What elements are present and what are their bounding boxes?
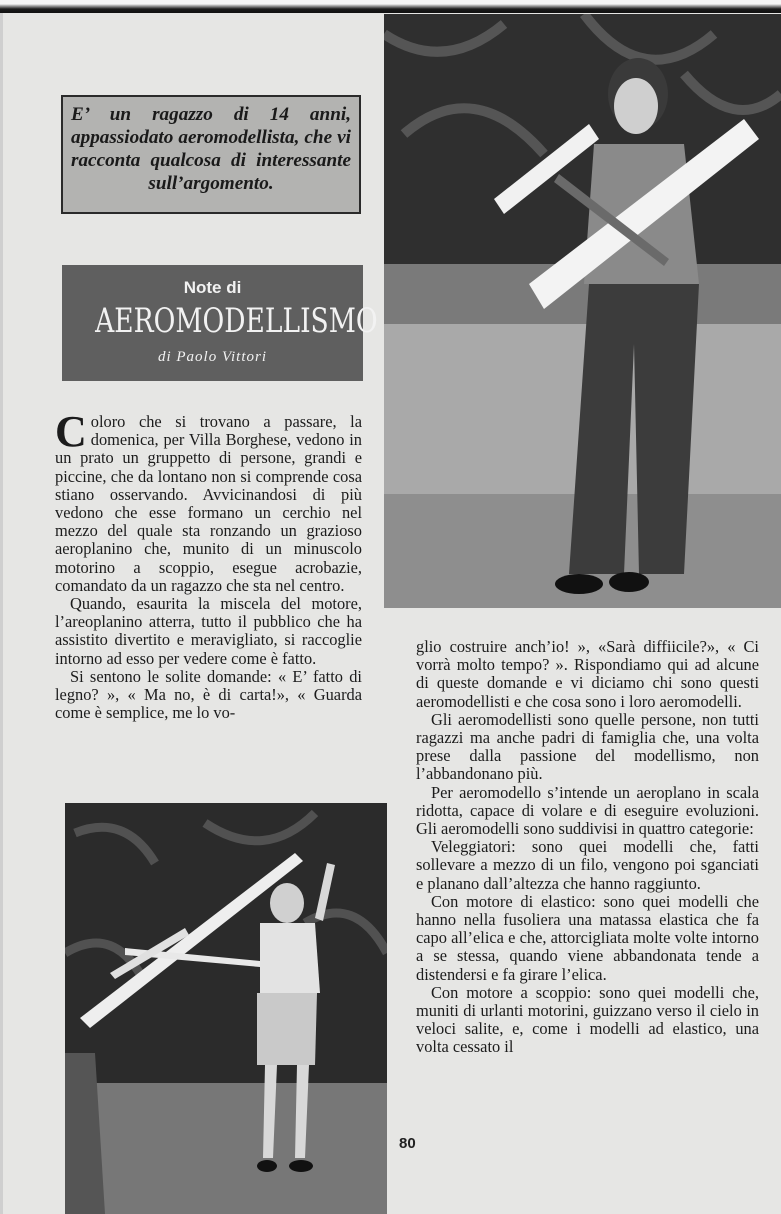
article-paragraph: glio costruire anch’io! », «Sarà diffiicile?», « Ci vorrà molto tempo? ». Rispondiamo qui ad alcune di queste domande e vi diciamo chi sono questi aeromodellisti e che cosa sono i loro aeromodelli. — [416, 637, 759, 711]
page-left-edge — [0, 13, 3, 1214]
article-paragraph: Per aeromodello s’intende un aeroplano in scala ridotta, capace di volare e di eseguire evoluzioni. Gli aeromodelli sono suddivisi in quattro categorie: — [416, 782, 759, 839]
article-column-1 — [55, 407, 362, 723]
article-paragraph: Con motore di elastico: sono quei modelli che hanno nella fusoliera una matassa elastica che fa capo all’elica e che, attorcigliata molte volte intorno a se stessa, quando viene abbandonata tende a distendersi e fa girare l’elica. — [416, 891, 759, 984]
paragraph-text: oloro che si trovano a passare, la domenica, per Villa Borghese, vedono in un prato un gruppetto di persone, grandi e piccine, che da lontano non si comprende cosa stiano osservando. Avvicinandosi di più vedono che esse formano un cerchio nel mezzo del quale sta ronzando un grazioso aeroplanino che, munito di un minuscolo motorino a scoppio, esegue acrobazie, comandato da un ragazzo che sta nel centro. — [55, 412, 362, 595]
article-column-2 — [416, 638, 759, 1057]
photo-boy-with-model-plane — [65, 803, 387, 1214]
page-number: 80 — [399, 1135, 416, 1152]
article-paragraph: Quando, esaurita la miscela del motore, l’areoplanino atterra, tutto il pubblico che ha assistito divertito e meravigliato, si raccoglie intorno ad esso per vedere come è fatto. — [55, 594, 362, 668]
drop-cap: C — [55, 407, 87, 456]
title-box — [62, 265, 378, 381]
photo1-illustration — [384, 14, 781, 608]
article-paragraph: Si sentono le solite domande: « E’ fatto di legno? », « Ma no, è di carta!», « Guarda come è semplice, me lo vo- — [55, 666, 362, 723]
title-headline: AEROMODELLISMO — [95, 301, 378, 341]
intro-text: E’ un ragazzo di 14 anni, appassiodato aeromodellista, che vi racconta qualcosa di interessante sull’argomento. — [71, 104, 351, 194]
article-paragraph: Veleggiatori: sono quei modelli che, fatti sollevare a mezzo di un filo, vengono poi sganciati e planano dall’altezza che hanno raggiunto. — [416, 837, 759, 893]
title-kicker: Note di — [183, 278, 242, 297]
photo2-illustration — [65, 803, 387, 1214]
article-paragraph: Gli aeromodellisti sono quelle persone, non tutti ragazzi ma anche padri di famiglia che, una volta prese dalla passione del modellismo, non l’abbandonano più. — [416, 709, 759, 784]
intro-box — [61, 95, 361, 214]
article-paragraph: Con motore a scoppio: sono quei modelli che, muniti di urlanti motorini, guizzano verso il cielo in veloci salite, e, come i modelli ad elastico, una volta cessato il — [416, 982, 759, 1057]
photo-boy-with-glider — [384, 14, 781, 608]
page-top-edge — [0, 0, 781, 13]
title-byline: di Paolo Vittori — [157, 349, 268, 365]
article-paragraph — [55, 407, 362, 595]
